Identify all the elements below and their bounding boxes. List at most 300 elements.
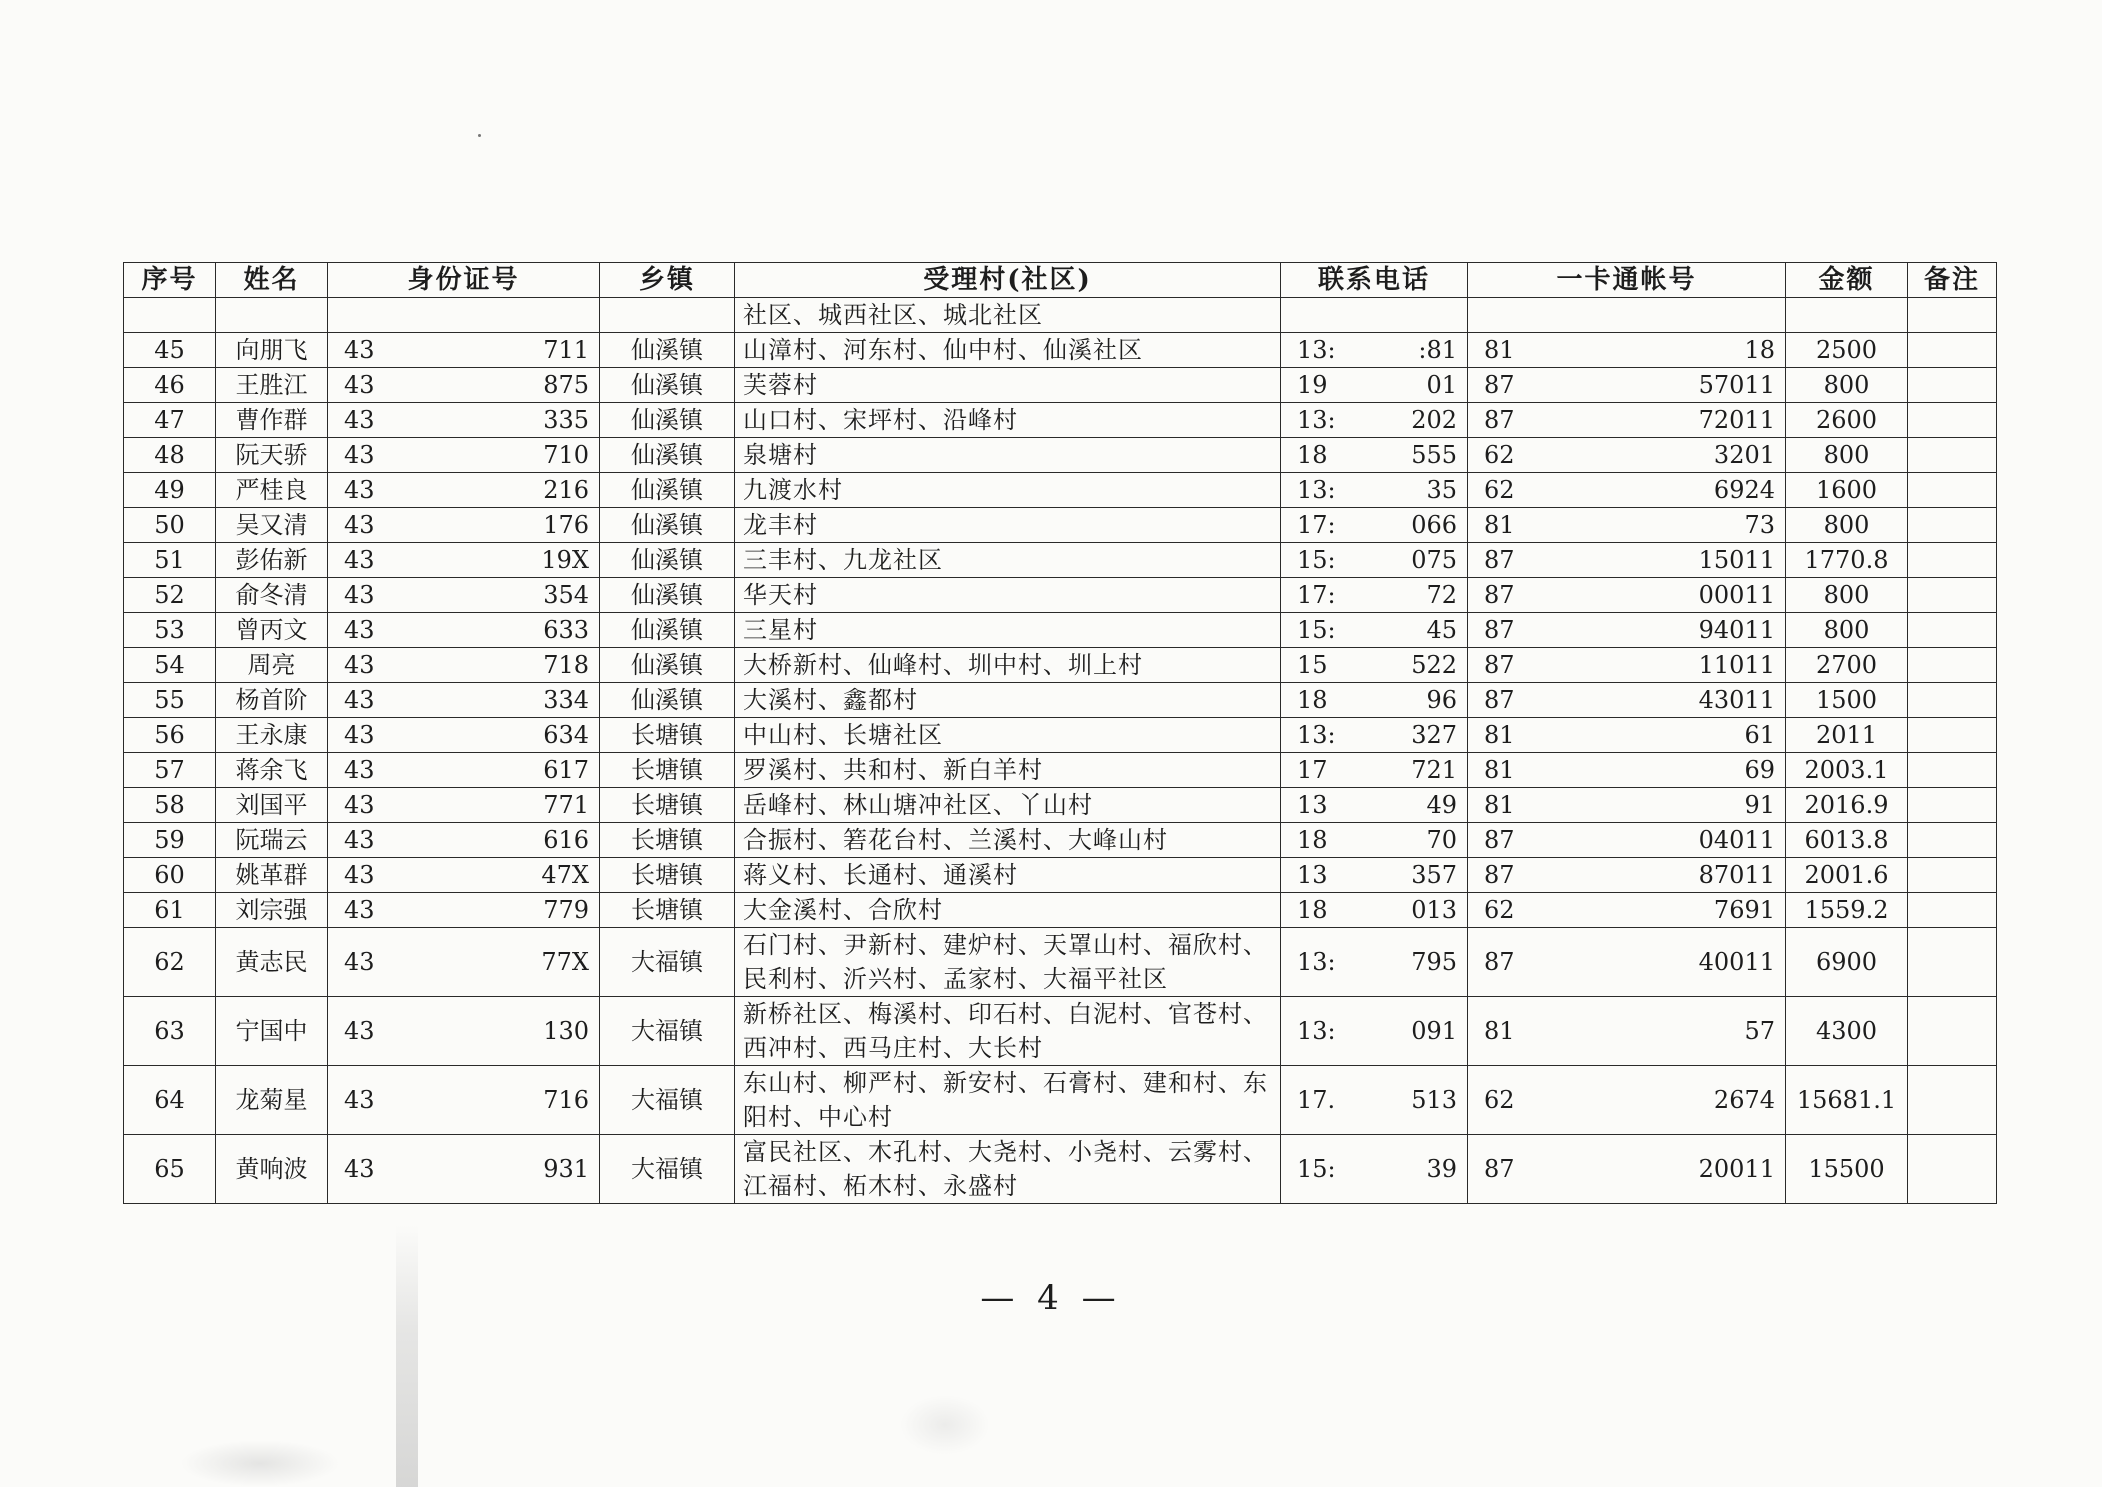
acct-cell-suffix: 3201	[1713, 441, 1775, 469]
scan-artifact	[180, 1440, 340, 1487]
id-cell-suffix: 711	[543, 336, 589, 364]
cell-note	[1908, 368, 1997, 403]
table-row	[124, 333, 1997, 368]
cell-no: 45	[124, 333, 216, 368]
cell-name: 周亮	[216, 648, 328, 683]
cell-no: 49	[124, 473, 216, 508]
acct-cell-prefix: 81	[1484, 791, 1515, 819]
acct-cell	[1468, 508, 1786, 543]
id-cell-prefix: 43	[344, 686, 375, 714]
cell-name: 王胜江	[216, 368, 328, 403]
cell-town: 仙溪镇	[600, 648, 735, 683]
cell-name: 刘宗强	[216, 893, 328, 928]
phone-cell	[1281, 928, 1468, 997]
table-row	[124, 718, 1997, 753]
acct-cell-prefix: 62	[1484, 1086, 1515, 1114]
cell-no: 53	[124, 613, 216, 648]
phone-cell-suffix: 39	[1426, 1155, 1457, 1183]
cell-town: 大福镇	[600, 1135, 735, 1204]
acct-cell-suffix: 69	[1744, 756, 1775, 784]
phone-cell	[1281, 403, 1468, 438]
cell-village: 社区、城西社区、城北社区	[735, 298, 1281, 333]
cell-empty	[124, 298, 216, 333]
cell-empty	[1908, 298, 1997, 333]
cell-village: 东山村、柳严村、新安村、石膏村、建和村、东阳村、中心村	[735, 1066, 1281, 1135]
cell-village: 三星村	[735, 613, 1281, 648]
cell-no: 63	[124, 997, 216, 1066]
cell-name: 曹作群	[216, 403, 328, 438]
phone-cell-prefix: 17:	[1297, 511, 1336, 539]
cell-town: 仙溪镇	[600, 683, 735, 718]
cell-village: 新桥社区、梅溪村、印石村、白泥村、官苍村、西冲村、西马庄村、大长村	[735, 997, 1281, 1066]
scan-speck	[478, 134, 481, 137]
acct-cell	[1468, 578, 1786, 613]
phone-cell-prefix: 13	[1297, 791, 1328, 819]
cell-empty	[328, 298, 600, 333]
cell-name: 俞冬清	[216, 578, 328, 613]
id-cell	[328, 823, 600, 858]
phone-cell-prefix: 15:	[1297, 616, 1336, 644]
cell-note	[1908, 648, 1997, 683]
phone-cell-suffix: 721	[1411, 756, 1457, 784]
phone-cell-suffix: 357	[1411, 861, 1457, 889]
cell-amount: 15500	[1786, 1135, 1908, 1204]
cell-note	[1908, 403, 1997, 438]
cell-note	[1908, 333, 1997, 368]
phone-cell-prefix: 15:	[1297, 546, 1336, 574]
cell-no: 57	[124, 753, 216, 788]
phone-cell-suffix: 013	[1411, 896, 1457, 924]
cell-name: 阮瑞云	[216, 823, 328, 858]
cell-name: 龙菊星	[216, 1066, 328, 1135]
cell-note	[1908, 683, 1997, 718]
phone-cell-prefix: 15:	[1297, 1155, 1336, 1183]
acct-cell-prefix: 87	[1484, 826, 1515, 854]
cell-town: 长塘镇	[600, 858, 735, 893]
cell-note	[1908, 718, 1997, 753]
cell-amount: 1559.2	[1786, 893, 1908, 928]
cell-name: 吴又清	[216, 508, 328, 543]
phone-cell-suffix: 795	[1411, 948, 1457, 976]
acct-cell-suffix: 87011	[1698, 861, 1775, 889]
cell-town: 仙溪镇	[600, 508, 735, 543]
id-cell	[328, 578, 600, 613]
phone-cell-suffix: 075	[1411, 546, 1457, 574]
cell-note	[1908, 578, 1997, 613]
header-phone: 联系电话	[1281, 263, 1468, 298]
id-cell-prefix: 43	[344, 861, 375, 889]
id-cell	[328, 928, 600, 997]
cell-empty	[1468, 298, 1786, 333]
id-cell-suffix: 771	[543, 791, 589, 819]
id-cell-prefix: 43	[344, 791, 375, 819]
phone-cell-prefix: 13:	[1297, 336, 1336, 364]
cell-amount: 2011	[1786, 718, 1908, 753]
cell-no: 48	[124, 438, 216, 473]
cell-amount: 2600	[1786, 403, 1908, 438]
acct-cell	[1468, 683, 1786, 718]
id-cell-suffix: 216	[543, 476, 589, 504]
cell-village: 大桥新村、仙峰村、圳中村、圳上村	[735, 648, 1281, 683]
cell-note	[1908, 753, 1997, 788]
acct-cell-suffix: 11011	[1698, 651, 1775, 679]
id-cell	[328, 333, 600, 368]
cell-no: 55	[124, 683, 216, 718]
phone-cell-suffix: 522	[1411, 651, 1457, 679]
acct-cell-prefix: 81	[1484, 721, 1515, 749]
cell-name: 曾丙文	[216, 613, 328, 648]
acct-cell-suffix: 04011	[1698, 826, 1775, 854]
id-cell	[328, 893, 600, 928]
cell-note	[1908, 613, 1997, 648]
cell-amount: 800	[1786, 438, 1908, 473]
acct-cell-prefix: 81	[1484, 336, 1515, 364]
cell-village: 三丰村、九龙社区	[735, 543, 1281, 578]
id-cell-suffix: 19X	[541, 546, 589, 574]
table-row	[124, 928, 1997, 997]
id-cell-prefix: 43	[344, 406, 375, 434]
phone-cell	[1281, 333, 1468, 368]
id-cell-prefix: 43	[344, 371, 375, 399]
phone-cell-suffix: 72	[1426, 581, 1457, 609]
cell-name: 黄响波	[216, 1135, 328, 1204]
header-amount: 金额	[1786, 263, 1908, 298]
acct-cell-suffix: 20011	[1698, 1155, 1775, 1183]
cell-name: 黄志民	[216, 928, 328, 997]
acct-cell-prefix: 87	[1484, 948, 1515, 976]
phone-cell-suffix: 202	[1411, 406, 1457, 434]
cell-no: 50	[124, 508, 216, 543]
acct-cell-prefix: 62	[1484, 441, 1515, 469]
id-cell-suffix: 617	[543, 756, 589, 784]
phone-cell-prefix: 13:	[1297, 721, 1336, 749]
phone-cell	[1281, 648, 1468, 683]
phone-cell-prefix: 18	[1297, 686, 1328, 714]
phone-cell	[1281, 823, 1468, 858]
id-cell-prefix: 43	[344, 476, 375, 504]
acct-cell-prefix: 87	[1484, 861, 1515, 889]
table-row	[124, 823, 1997, 858]
cell-town: 大福镇	[600, 1066, 735, 1135]
cell-town: 长塘镇	[600, 753, 735, 788]
phone-cell-suffix: 01	[1426, 371, 1457, 399]
cell-note	[1908, 508, 1997, 543]
phone-cell-suffix: 327	[1411, 721, 1457, 749]
id-cell-prefix: 43	[344, 616, 375, 644]
id-cell	[328, 753, 600, 788]
cell-village: 大溪村、鑫都村	[735, 683, 1281, 718]
id-cell-prefix: 43	[344, 441, 375, 469]
cell-village: 山漳村、河东村、仙中村、仙溪社区	[735, 333, 1281, 368]
acct-cell	[1468, 893, 1786, 928]
cell-village: 芙蓉村	[735, 368, 1281, 403]
acct-cell	[1468, 1066, 1786, 1135]
cell-note	[1908, 438, 1997, 473]
cell-name: 刘国平	[216, 788, 328, 823]
id-cell	[328, 473, 600, 508]
acct-cell	[1468, 718, 1786, 753]
cell-empty	[216, 298, 328, 333]
id-cell-prefix: 43	[344, 651, 375, 679]
acct-cell-suffix: 94011	[1698, 616, 1775, 644]
acct-cell	[1468, 368, 1786, 403]
cell-no: 58	[124, 788, 216, 823]
phone-cell-suffix: 066	[1411, 511, 1457, 539]
cell-no: 60	[124, 858, 216, 893]
cell-town: 长塘镇	[600, 893, 735, 928]
phone-cell-prefix: 17.	[1297, 1086, 1336, 1114]
acct-cell-suffix: 57	[1744, 1017, 1775, 1045]
table-row	[124, 858, 1997, 893]
cell-amount: 2003.1	[1786, 753, 1908, 788]
id-cell	[328, 858, 600, 893]
phone-cell-prefix: 13:	[1297, 406, 1336, 434]
cell-empty	[1786, 298, 1908, 333]
phone-cell-prefix: 18	[1297, 826, 1328, 854]
table-row	[124, 578, 1997, 613]
phone-cell-prefix: 13	[1297, 861, 1328, 889]
phone-cell	[1281, 508, 1468, 543]
acct-cell	[1468, 823, 1786, 858]
cell-name: 严桂良	[216, 473, 328, 508]
acct-cell-prefix: 81	[1484, 511, 1515, 539]
acct-cell-suffix: 91	[1744, 791, 1775, 819]
id-cell	[328, 683, 600, 718]
id-cell-suffix: 710	[543, 441, 589, 469]
id-cell-prefix: 43	[344, 948, 375, 976]
acct-cell-prefix: 81	[1484, 756, 1515, 784]
cell-amount: 6900	[1786, 928, 1908, 997]
cell-amount: 15681.1	[1786, 1066, 1908, 1135]
cell-amount: 2500	[1786, 333, 1908, 368]
id-cell	[328, 1066, 600, 1135]
id-cell-prefix: 43	[344, 336, 375, 364]
cell-no: 62	[124, 928, 216, 997]
phone-cell	[1281, 543, 1468, 578]
table-row	[124, 997, 1997, 1066]
cell-note	[1908, 858, 1997, 893]
id-cell-suffix: 931	[543, 1155, 589, 1183]
phone-cell-suffix: 45	[1426, 616, 1457, 644]
cell-town: 仙溪镇	[600, 543, 735, 578]
cell-no: 61	[124, 893, 216, 928]
id-cell-suffix: 77X	[541, 948, 589, 976]
cell-village: 龙丰村	[735, 508, 1281, 543]
cell-amount: 6013.8	[1786, 823, 1908, 858]
acct-cell-suffix: 72011	[1698, 406, 1775, 434]
acct-cell-prefix: 87	[1484, 406, 1515, 434]
cell-note	[1908, 997, 1997, 1066]
header-name: 姓名	[216, 263, 328, 298]
id-cell-suffix: 779	[543, 896, 589, 924]
cell-no: 47	[124, 403, 216, 438]
acct-cell-suffix: 61	[1744, 721, 1775, 749]
id-cell	[328, 718, 600, 753]
id-cell-prefix: 43	[344, 511, 375, 539]
cell-amount: 2700	[1786, 648, 1908, 683]
scan-artifact	[900, 1395, 990, 1455]
cell-village: 岳峰村、林山塘冲社区、丫山村	[735, 788, 1281, 823]
page-number: — 4 —	[980, 1278, 1122, 1318]
acct-cell	[1468, 543, 1786, 578]
id-cell-suffix: 47X	[541, 861, 589, 889]
phone-cell	[1281, 788, 1468, 823]
id-cell	[328, 368, 600, 403]
cell-name: 阮天骄	[216, 438, 328, 473]
cell-amount: 1500	[1786, 683, 1908, 718]
acct-cell	[1468, 333, 1786, 368]
table-row	[124, 893, 1997, 928]
acct-cell-suffix: 57011	[1698, 371, 1775, 399]
cell-town: 长塘镇	[600, 718, 735, 753]
cell-town: 大福镇	[600, 928, 735, 997]
phone-cell-prefix: 13:	[1297, 948, 1336, 976]
cell-town: 仙溪镇	[600, 403, 735, 438]
phone-cell-suffix: 96	[1426, 686, 1457, 714]
phone-cell-suffix: 35	[1426, 476, 1457, 504]
table-row	[124, 1135, 1997, 1204]
acct-cell-prefix: 87	[1484, 581, 1515, 609]
phone-cell	[1281, 753, 1468, 788]
phone-cell-prefix: 18	[1297, 441, 1328, 469]
id-cell	[328, 997, 600, 1066]
cell-note	[1908, 893, 1997, 928]
phone-cell-prefix: 13:	[1297, 1017, 1336, 1045]
acct-cell	[1468, 753, 1786, 788]
cell-village: 合振村、箬花台村、兰溪村、大峰山村	[735, 823, 1281, 858]
id-cell-suffix: 354	[543, 581, 589, 609]
phone-cell-prefix: 18	[1297, 896, 1328, 924]
acct-cell-suffix: 18	[1744, 336, 1775, 364]
acct-cell	[1468, 473, 1786, 508]
acct-cell	[1468, 613, 1786, 648]
acct-cell-prefix: 87	[1484, 1155, 1515, 1183]
id-cell-suffix: 634	[543, 721, 589, 749]
id-cell-prefix: 43	[344, 1155, 375, 1183]
cell-village: 华天村	[735, 578, 1281, 613]
cell-town: 仙溪镇	[600, 333, 735, 368]
cell-note	[1908, 473, 1997, 508]
phone-cell-prefix: 17:	[1297, 581, 1336, 609]
acct-cell-prefix: 87	[1484, 371, 1515, 399]
table-row	[124, 473, 1997, 508]
acct-cell-suffix: 73	[1744, 511, 1775, 539]
cell-village: 石门村、尹新村、建炉村、天罩山村、福欣村、民利村、沂兴村、孟家村、大福平社区	[735, 928, 1281, 997]
acct-cell-suffix: 7691	[1713, 896, 1775, 924]
id-cell-suffix: 718	[543, 651, 589, 679]
id-cell-suffix: 616	[543, 826, 589, 854]
table-row	[124, 753, 1997, 788]
acct-cell-suffix: 40011	[1698, 948, 1775, 976]
continuation-row	[124, 298, 1997, 333]
phone-cell-suffix: 555	[1411, 441, 1457, 469]
cell-amount: 4300	[1786, 997, 1908, 1066]
id-cell	[328, 1135, 600, 1204]
cell-name: 向朋飞	[216, 333, 328, 368]
acct-cell	[1468, 403, 1786, 438]
cell-no: 51	[124, 543, 216, 578]
cell-town: 仙溪镇	[600, 438, 735, 473]
cell-name: 彭佑新	[216, 543, 328, 578]
acct-cell-suffix: 15011	[1698, 546, 1775, 574]
cell-amount: 800	[1786, 368, 1908, 403]
cell-town: 长塘镇	[600, 823, 735, 858]
phone-cell	[1281, 858, 1468, 893]
acct-cell-prefix: 87	[1484, 616, 1515, 644]
id-cell-prefix: 43	[344, 546, 375, 574]
table-row	[124, 438, 1997, 473]
phone-cell-prefix: 17	[1297, 756, 1328, 784]
cell-amount: 800	[1786, 578, 1908, 613]
acct-cell-prefix: 87	[1484, 651, 1515, 679]
table-row	[124, 543, 1997, 578]
table-row	[124, 1066, 1997, 1135]
acct-cell	[1468, 928, 1786, 997]
header-id: 身份证号	[328, 263, 600, 298]
cell-note	[1908, 788, 1997, 823]
id-cell-prefix: 43	[344, 1086, 375, 1114]
cell-village: 罗溪村、共和村、新白羊村	[735, 753, 1281, 788]
acct-cell-prefix: 62	[1484, 896, 1515, 924]
cell-village: 大金溪村、合欣村	[735, 893, 1281, 928]
id-cell-suffix: 334	[543, 686, 589, 714]
cell-amount: 800	[1786, 613, 1908, 648]
phone-cell	[1281, 683, 1468, 718]
cell-town: 仙溪镇	[600, 613, 735, 648]
cell-no: 65	[124, 1135, 216, 1204]
header-village: 受理村(社区)	[735, 263, 1281, 298]
scan-artifact	[396, 1225, 418, 1487]
id-cell-suffix: 875	[543, 371, 589, 399]
id-cell-prefix: 43	[344, 756, 375, 784]
phone-cell-suffix: :81	[1418, 336, 1457, 364]
acct-cell-suffix: 00011	[1698, 581, 1775, 609]
cell-note	[1908, 1066, 1997, 1135]
acct-cell-suffix: 2674	[1713, 1086, 1775, 1114]
id-cell	[328, 438, 600, 473]
id-cell	[328, 543, 600, 578]
phone-cell	[1281, 1135, 1468, 1204]
cell-no: 56	[124, 718, 216, 753]
phone-cell-prefix: 15	[1297, 651, 1328, 679]
cell-village: 九渡水村	[735, 473, 1281, 508]
cell-note	[1908, 823, 1997, 858]
phone-cell	[1281, 718, 1468, 753]
id-cell-suffix: 716	[543, 1086, 589, 1114]
table-row	[124, 683, 1997, 718]
cell-name: 宁国中	[216, 997, 328, 1066]
cell-town: 仙溪镇	[600, 578, 735, 613]
acct-cell-suffix: 6924	[1713, 476, 1775, 504]
cell-name: 姚革群	[216, 858, 328, 893]
acct-cell-prefix: 87	[1484, 686, 1515, 714]
id-cell-suffix: 335	[543, 406, 589, 434]
table-row	[124, 648, 1997, 683]
phone-cell	[1281, 997, 1468, 1066]
header-note: 备注	[1908, 263, 1997, 298]
header-town: 乡镇	[600, 263, 735, 298]
id-cell-suffix: 130	[543, 1017, 589, 1045]
phone-cell	[1281, 578, 1468, 613]
phone-cell-prefix: 13:	[1297, 476, 1336, 504]
table-row	[124, 613, 1997, 648]
cell-amount: 800	[1786, 508, 1908, 543]
cell-no: 52	[124, 578, 216, 613]
cell-amount: 1770.8	[1786, 543, 1908, 578]
cell-no: 46	[124, 368, 216, 403]
cell-name: 蒋余飞	[216, 753, 328, 788]
table-row	[124, 788, 1997, 823]
